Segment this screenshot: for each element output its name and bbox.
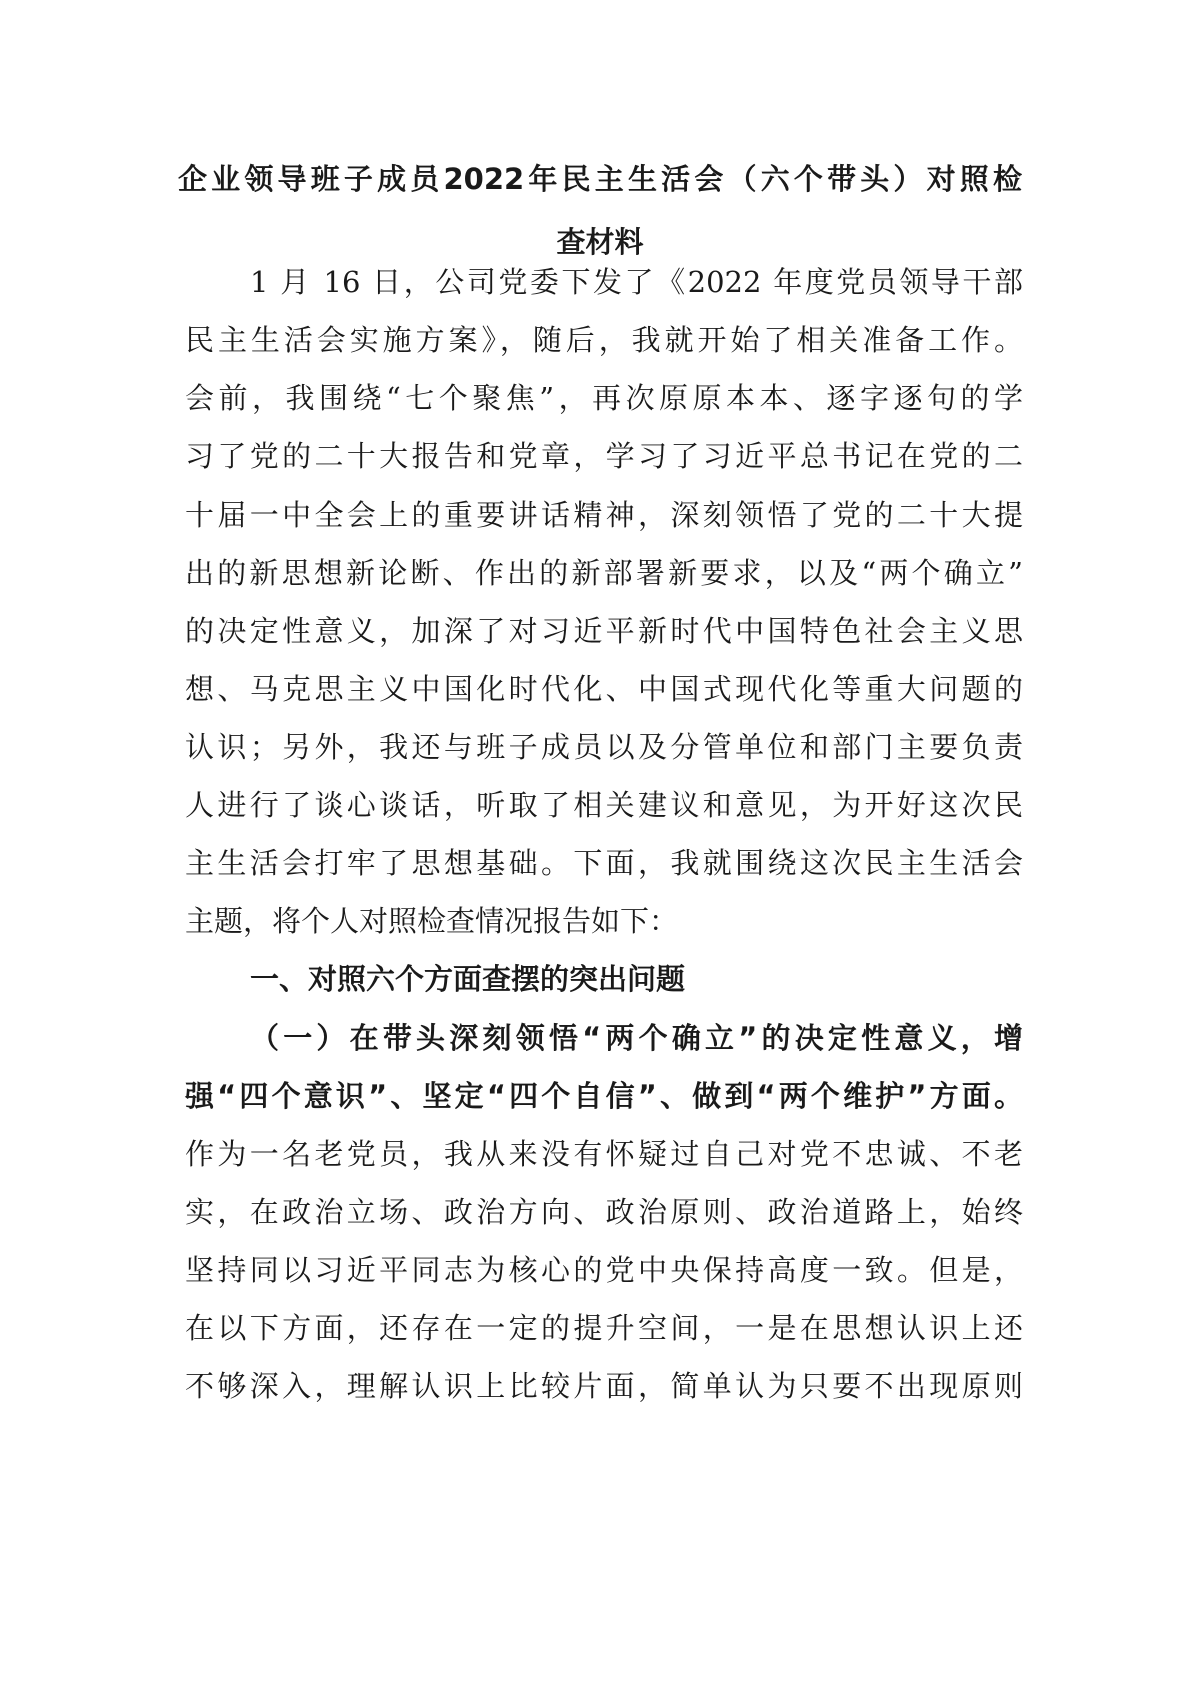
intro-line: 认识；另外，我还与班子成员以及分管单位和部门主要负责 [185, 730, 1023, 764]
intro-line: 1 月 16 日，公司党委下发了《2022 年度党员领导干部 [250, 265, 1023, 299]
intro-line: 的决定性意义，加深了对习近平新时代中国特色社会主义思 [185, 614, 1023, 648]
intro-line: 想、马克思主义中国化时代化、中国式现代化等重大问题的 [185, 672, 1023, 706]
intro-line: 会前，我围绕“七个聚焦”，再次原原本本、逐字逐句的学 [185, 381, 1023, 415]
intro-line: 民主生活会实施方案》，随后，我就开始了相关准备工作。 [185, 323, 1023, 357]
intro-line: 习了党的二十大报告和党章，学习了习近平总书记在党的二 [185, 439, 1023, 473]
body-line: 在以下方面，还存在一定的提升空间，一是在思想认识上还 [185, 1311, 1023, 1345]
body-line: 坚持同以习近平同志为核心的党中央保持高度一致。但是， [185, 1253, 1023, 1287]
section-heading: 一、对照六个方面查摆的突出问题 [250, 962, 686, 996]
document-title-line-1: 企业领导班子成员2022年民主生活会（六个带头）对照检 [178, 162, 1022, 196]
intro-line: 出的新思想新论断、作出的新部署新要求，以及“两个确立” [185, 556, 1023, 590]
intro-line: 主生活会打牢了思想基础。下面，我就围绕这次民主生活会 [185, 846, 1023, 880]
body-line: 实，在政治立场、政治方向、政治原则、政治道路上，始终 [185, 1195, 1023, 1229]
document-title-line-2: 查材料 [556, 225, 644, 259]
subsection-heading-line-1: （一）在带头深刻领悟“两个确立”的决定性意义，增 [250, 1021, 1023, 1055]
intro-line: 主题，将个人对照检查情况报告如下： [185, 904, 679, 938]
body-line: 作为一名老党员，我从来没有怀疑过自己对党不忠诚、不老 [185, 1137, 1023, 1171]
subsection-heading-line-2: 强“四个意识”、坚定“四个自信”、做到“两个维护”方面。 [185, 1079, 1023, 1113]
intro-line: 十届一中全会上的重要讲话精神，深刻领悟了党的二十大提 [185, 498, 1023, 532]
body-line: 不够深入，理解认识上比较片面，简单认为只要不出现原则 [185, 1369, 1023, 1403]
intro-line: 人进行了谈心谈话，听取了相关建议和意见，为开好这次民 [185, 788, 1023, 822]
